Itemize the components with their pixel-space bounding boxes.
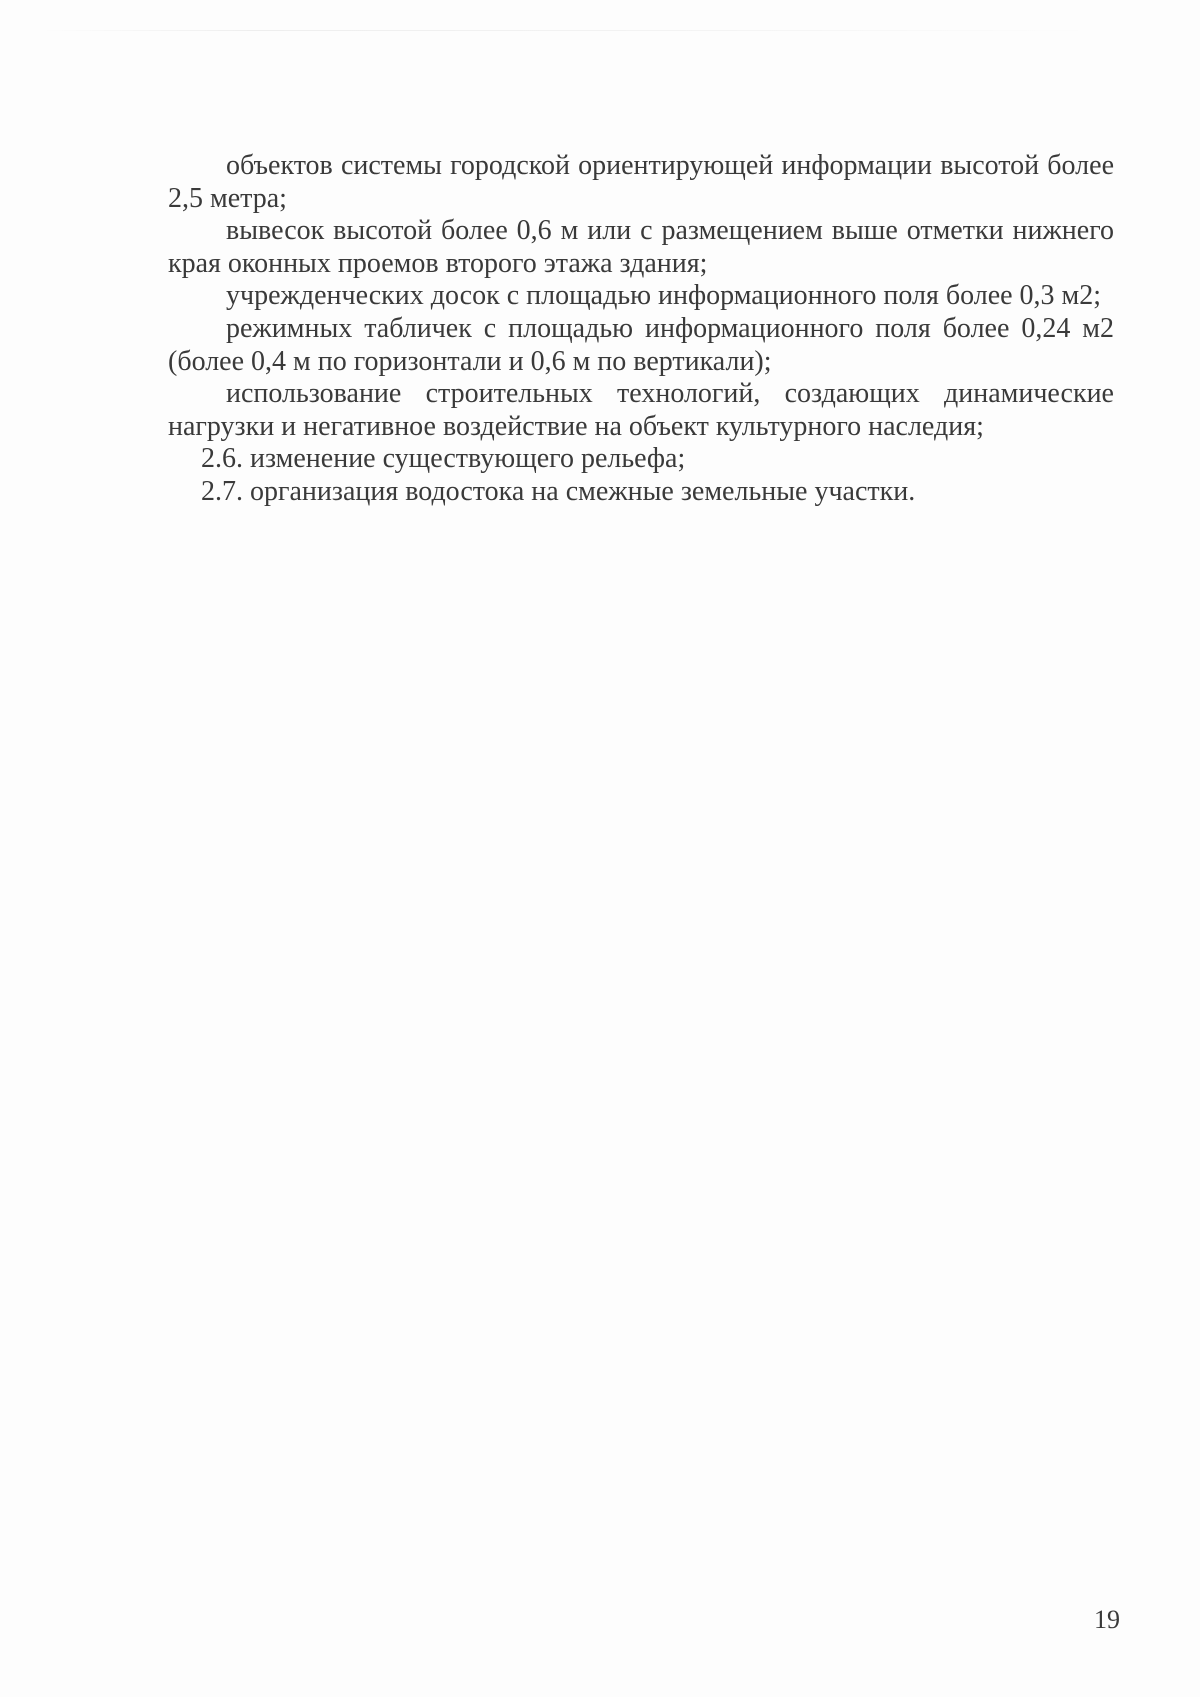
document-body [168,150,1114,509]
scan-edge-line [40,30,1100,31]
paragraph-construction-technologies: использование строительных технологий, создающих динамические нагрузки и негативное воздействие на объект культурного наследия; [168,378,1114,442]
paragraph-mode-plates: режимных табличек с площадью информационного поля более 0,24 м2 (более 0,4 м по горизонтали и 0,6 м по вертикали); [168,312,1114,377]
paragraph-item-2-7: 2.7. организация водостока на смежные земельные участки. [201,475,916,507]
page-number: 19 [1094,1605,1120,1634]
paragraph-institution-boards: учрежденческих досок с площадью информационного поля более 0,3 м2; [226,280,1102,312]
paragraph-orientation-objects: объектов системы городской ориентирующей информации высотой более 2,5 метра; [168,150,1114,214]
paragraph-item-2-6: 2.6. изменение существующего рельефа; [201,443,686,475]
paragraph-signboards: вывесок высотой более 0,6 м или с размещением выше отметки нижнего края оконных проемов второго этажа здания; [168,215,1114,279]
